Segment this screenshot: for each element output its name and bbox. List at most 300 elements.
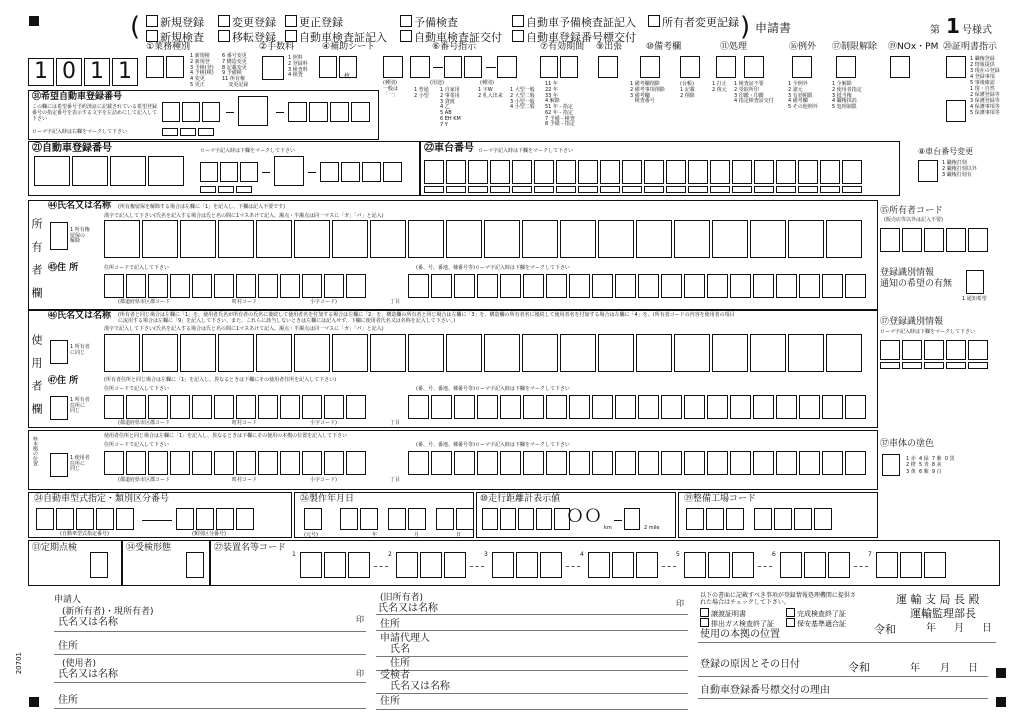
- addr-char-box[interactable]: [592, 274, 613, 298]
- addr-char-box[interactable]: [707, 274, 728, 298]
- sochi-code-box[interactable]: [444, 552, 466, 578]
- user-addr-check-box[interactable]: [50, 396, 68, 420]
- addr-char-box[interactable]: [845, 451, 866, 475]
- addr-char-box[interactable]: [730, 395, 751, 419]
- chassis-roman-box[interactable]: [644, 186, 664, 193]
- addr-code-box[interactable]: [126, 395, 146, 419]
- hojo-boxes[interactable]: [319, 56, 359, 78]
- sochi-code-box[interactable]: [300, 552, 322, 578]
- addr-char-box[interactable]: [753, 395, 774, 419]
- option-shinki-kensa[interactable]: 新規検査: [146, 30, 204, 43]
- chassis-roman-box[interactable]: [534, 186, 554, 193]
- chassis-char-box[interactable]: [842, 160, 862, 184]
- addr-char-box[interactable]: [569, 395, 590, 419]
- sochi-group-boxes[interactable]: [780, 552, 852, 578]
- addr-code-box[interactable]: [170, 395, 190, 419]
- chassis-char-box[interactable]: [578, 160, 598, 184]
- owner-code-label-4: 丁目: [390, 299, 401, 305]
- user-name-char-box[interactable]: [484, 334, 520, 372]
- biko-box-2[interactable]: [680, 56, 700, 78]
- addr-char-box[interactable]: [776, 451, 797, 475]
- check-item-4[interactable]: 保安基準適合証: [786, 618, 846, 628]
- addr-code-box[interactable]: [280, 395, 300, 419]
- chassis-roman-box[interactable]: [622, 186, 642, 193]
- kibo-number-boxes[interactable]: [288, 102, 372, 122]
- chassis-roman-box[interactable]: [732, 186, 752, 193]
- user-name-char-box[interactable]: [826, 334, 862, 372]
- addr-char-box[interactable]: [477, 274, 498, 298]
- teiki-box[interactable]: [90, 552, 108, 578]
- owner-name-char-box[interactable]: [522, 220, 558, 258]
- biko-box-1[interactable]: [640, 56, 660, 78]
- reg-info-roman-box[interactable]: [924, 362, 944, 369]
- chassis-roman-box[interactable]: [490, 186, 510, 193]
- addr-char-box[interactable]: [592, 395, 613, 419]
- user-name-char-box[interactable]: [370, 334, 406, 372]
- reg-info-boxes[interactable]: [880, 340, 990, 360]
- addr-char-box[interactable]: [684, 395, 705, 419]
- owner-name-char-box[interactable]: [446, 220, 482, 258]
- addr-char-box[interactable]: [546, 451, 567, 475]
- addr-char-box[interactable]: [615, 395, 636, 419]
- kyori-boxes[interactable]: [482, 508, 572, 530]
- addr-char-box[interactable]: [431, 395, 452, 419]
- user-name-char-box[interactable]: [560, 334, 596, 372]
- sochi-code-box[interactable]: [780, 552, 802, 578]
- reg-office-boxes[interactable]: [34, 156, 186, 186]
- owner-code-boxes[interactable]: [880, 228, 990, 252]
- chassis-char-box[interactable]: [556, 160, 576, 184]
- owner-name-char-box[interactable]: [560, 220, 596, 258]
- check-item-3[interactable]: 排出ガス検査終了証: [700, 618, 774, 628]
- owner-name-boxes[interactable]: [104, 220, 864, 258]
- addr-char-box[interactable]: [592, 451, 613, 475]
- mile-box[interactable]: [624, 508, 640, 530]
- addr-char-box[interactable]: [753, 274, 774, 298]
- addr-char-box[interactable]: [431, 274, 452, 298]
- reg-kana-box[interactable]: [274, 156, 304, 186]
- addr-char-box[interactable]: [799, 451, 820, 475]
- addr-code-box[interactable]: [302, 451, 322, 475]
- addr-code-box[interactable]: [280, 451, 300, 475]
- hojo-unit: 枚: [344, 73, 351, 80]
- addr-code-box[interactable]: [324, 395, 344, 419]
- chassis-roman-box[interactable]: [600, 186, 620, 193]
- ruibetsu-boxes[interactable]: [176, 508, 256, 530]
- sochi-code-box[interactable]: [684, 552, 706, 578]
- chassis-roman-box[interactable]: [688, 186, 708, 193]
- addr-char-box[interactable]: [523, 274, 544, 298]
- option-kensasho-kofu[interactable]: 自動車検査証交付: [400, 30, 502, 43]
- reg-info-box[interactable]: [946, 340, 966, 360]
- chassis-char-box[interactable]: [732, 160, 752, 184]
- chassis-number-boxes[interactable]: [424, 160, 864, 184]
- addr-code-box[interactable]: [148, 274, 168, 298]
- addr-char-box[interactable]: [546, 274, 567, 298]
- user-name-char-box[interactable]: [294, 334, 330, 372]
- checkbox-icon: [285, 30, 297, 42]
- seizo-month: 月: [414, 532, 420, 538]
- chassis-char-box[interactable]: [820, 160, 840, 184]
- reigai-box[interactable]: [792, 56, 812, 78]
- chassis-roman-box[interactable]: [776, 186, 796, 193]
- chassis-roman-box[interactable]: [578, 186, 598, 193]
- sochi-code-box[interactable]: [828, 552, 850, 578]
- sochi-code-box[interactable]: [732, 552, 754, 578]
- sochi-code-box[interactable]: [324, 552, 346, 578]
- addr-char-box[interactable]: [845, 274, 866, 298]
- chassis-roman-box[interactable]: [556, 186, 576, 193]
- seal-2: 印: [356, 669, 364, 678]
- addr-code-box[interactable]: [280, 274, 300, 298]
- reg-class-boxes[interactable]: [200, 162, 260, 182]
- chassis-char-box[interactable]: [644, 160, 664, 184]
- reg-info-box[interactable]: [968, 340, 988, 360]
- sochi-code-box[interactable]: [492, 552, 514, 578]
- owner-name-char-box[interactable]: [484, 220, 520, 258]
- addr-code-box[interactable]: [346, 451, 366, 475]
- kibo-kana-box[interactable]: [238, 96, 268, 126]
- user-addr-check-label: 1 所有者 住所に 同じ: [70, 397, 90, 414]
- sochi-code-box[interactable]: [612, 552, 634, 578]
- addr-char-box[interactable]: [569, 451, 590, 475]
- addr-code-box[interactable]: [148, 451, 168, 475]
- reg-info-roman-boxes[interactable]: [880, 362, 990, 369]
- date-year-1: 年: [926, 623, 936, 634]
- user-name-char-box[interactable]: [788, 334, 824, 372]
- option-kensasho-kinyu[interactable]: 自動車検査証記入: [285, 30, 387, 43]
- addr-char-box[interactable]: [431, 451, 452, 475]
- addr-char-box[interactable]: [799, 274, 820, 298]
- user-name-char-box[interactable]: [332, 334, 368, 372]
- sochi-group-boxes[interactable]: [492, 552, 564, 578]
- addr-char-box[interactable]: [638, 451, 659, 475]
- chassis-char-box[interactable]: [512, 160, 532, 184]
- addr-code-box[interactable]: [192, 395, 212, 419]
- addr-char-box[interactable]: [845, 395, 866, 419]
- reg-info-box[interactable]: [902, 340, 922, 360]
- chassis-char-box[interactable]: [622, 160, 642, 184]
- user-name-boxes[interactable]: [104, 334, 864, 372]
- owner-name-char-box[interactable]: [750, 220, 786, 258]
- sochi-code-box[interactable]: [636, 552, 658, 578]
- addr-char-box[interactable]: [500, 451, 521, 475]
- chassis-char-box[interactable]: [710, 160, 730, 184]
- owner-name-char-box[interactable]: [788, 220, 824, 258]
- addr-char-box[interactable]: [500, 274, 521, 298]
- addr-code-box[interactable]: [346, 274, 366, 298]
- option-yobi-kensa[interactable]: 予備検査: [400, 15, 458, 28]
- addr-char-box[interactable]: [454, 274, 475, 298]
- reg-info-roman-box[interactable]: [968, 362, 988, 369]
- bango-box-2[interactable]: [410, 56, 430, 78]
- chassis-roman-box[interactable]: [446, 186, 466, 193]
- sochi-code-box[interactable]: [804, 552, 826, 578]
- addr-char-box[interactable]: [546, 395, 567, 419]
- addr-code-box[interactable]: [324, 274, 344, 298]
- chassis-roman-box[interactable]: [468, 186, 488, 193]
- chassis-roman-box[interactable]: [666, 186, 686, 193]
- henko-box[interactable]: [918, 160, 938, 182]
- sochi-group-boxes[interactable]: [588, 552, 660, 578]
- addr-code-box[interactable]: [126, 451, 146, 475]
- addr-char-box[interactable]: [408, 451, 429, 475]
- reg-info-box[interactable]: [880, 340, 900, 360]
- addr-char-box[interactable]: [799, 395, 820, 419]
- user-name-char-box[interactable]: [104, 334, 140, 372]
- addr-char-box[interactable]: [822, 274, 843, 298]
- addr-code-box[interactable]: [346, 395, 366, 419]
- owner-name-char-box[interactable]: [712, 220, 748, 258]
- chassis-roman-box[interactable]: [842, 186, 862, 193]
- sochi-group-boxes[interactable]: [300, 552, 372, 578]
- sochi-code-box[interactable]: [876, 552, 898, 578]
- chassis-char-box[interactable]: [468, 160, 488, 184]
- shori-box-1[interactable]: [716, 56, 736, 78]
- kyori-mile: 2 mile: [644, 525, 660, 531]
- chassis-roman-box[interactable]: [820, 186, 840, 193]
- addr-char-box[interactable]: [822, 395, 843, 419]
- addr-char-box[interactable]: [776, 395, 797, 419]
- reg-info-box[interactable]: [924, 340, 944, 360]
- chassis-char-box[interactable]: [776, 160, 796, 184]
- addr-char-box[interactable]: [684, 451, 705, 475]
- chassis-roman-box[interactable]: [424, 186, 444, 193]
- user-check-box[interactable]: [50, 340, 68, 364]
- owner-addr-note: 住所コードで記入して下さい: [104, 265, 170, 271]
- chassis-char-box[interactable]: [534, 160, 554, 184]
- owner-addr-code-boxes[interactable]: [104, 274, 368, 298]
- option-kosei-toroku[interactable]: 更正登録: [285, 15, 343, 28]
- sochi-group-boxes[interactable]: [684, 552, 756, 578]
- gyomu-boxes[interactable]: [146, 56, 186, 78]
- addr-code-box[interactable]: [258, 274, 278, 298]
- addr-char-box[interactable]: [454, 451, 475, 475]
- user-name-char-box[interactable]: [750, 334, 786, 372]
- addr-char-box[interactable]: [408, 395, 429, 419]
- owner-name-char-box[interactable]: [180, 220, 216, 258]
- owner-name-char-box[interactable]: [408, 220, 444, 258]
- addr-char-box[interactable]: [707, 451, 728, 475]
- yuko-list: 11 年 22 年 33 年 4 解除 51 年 - 指定 62 年 - 指定 7 予備 - 検査 8 予備 - 指定: [545, 81, 575, 128]
- user-name-char-box[interactable]: [712, 334, 748, 372]
- shomei-box-2[interactable]: [946, 100, 966, 122]
- addr-code-box[interactable]: [214, 274, 234, 298]
- owner-name-char-box[interactable]: [294, 220, 330, 258]
- option-henko-toroku[interactable]: 変更登録: [218, 15, 276, 28]
- digit-box: 1: [84, 58, 110, 86]
- addr-code-box[interactable]: [236, 451, 256, 475]
- addr-code-box[interactable]: [148, 395, 168, 419]
- kibo-code-boxes[interactable]: [162, 102, 222, 122]
- check-item-1[interactable]: 譲渡証明書: [700, 608, 746, 618]
- addr-code-box[interactable]: [302, 395, 322, 419]
- option-iten-toroku[interactable]: 移転登録: [218, 30, 276, 43]
- addr-code-box[interactable]: [104, 451, 124, 475]
- sochi-code-box[interactable]: [708, 552, 730, 578]
- addr-char-box[interactable]: [707, 395, 728, 419]
- addr-code-box[interactable]: [104, 395, 124, 419]
- owner-name-char-box[interactable]: [370, 220, 406, 258]
- owner-name-char-box[interactable]: [598, 220, 634, 258]
- sochi-code-box[interactable]: [540, 552, 562, 578]
- reg-info-roman-box[interactable]: [902, 362, 922, 369]
- addr-char-box[interactable]: [661, 395, 682, 419]
- owner-name-char-box[interactable]: [826, 220, 862, 258]
- addr-code-box[interactable]: [104, 274, 124, 298]
- base-check-box[interactable]: [50, 453, 68, 477]
- user-name-char-box[interactable]: [674, 334, 710, 372]
- addr-char-box[interactable]: [523, 395, 544, 419]
- reg-roman-boxes[interactable]: [200, 186, 254, 193]
- owner-addr-boxes[interactable]: [408, 274, 868, 298]
- chassis-char-box[interactable]: [688, 160, 708, 184]
- chassis-char-box[interactable]: [424, 160, 444, 184]
- owner-name-char-box[interactable]: [256, 220, 292, 258]
- addr-code-box[interactable]: [214, 395, 234, 419]
- seigen-box[interactable]: [836, 56, 856, 78]
- option-bangohyo-kofu[interactable]: 自動車登録番号標交付: [512, 30, 636, 43]
- addr-char-box[interactable]: [730, 451, 751, 475]
- addr-code-box[interactable]: [170, 451, 190, 475]
- addr-char-box[interactable]: [661, 274, 682, 298]
- chassis-char-box[interactable]: [446, 160, 466, 184]
- option-shoyusha-henko[interactable]: 所有者変更記録: [648, 15, 739, 28]
- owner-name-char-box[interactable]: [218, 220, 254, 258]
- chassis-roman-box[interactable]: [710, 186, 730, 193]
- sochi-code-box[interactable]: [516, 552, 538, 578]
- katashiki-boxes[interactable]: [36, 508, 136, 530]
- shori-box-2[interactable]: [744, 56, 764, 78]
- chassis-char-box[interactable]: [600, 160, 620, 184]
- addr-char-box[interactable]: [477, 395, 498, 419]
- yuko-boxes[interactable]: [540, 56, 580, 78]
- addr-code-box[interactable]: [170, 274, 190, 298]
- kibo-roman-boxes[interactable]: [162, 128, 216, 136]
- sochi-code-box[interactable]: [924, 552, 946, 578]
- base-addr-boxes[interactable]: [408, 451, 868, 475]
- user-addr-boxes[interactable]: [408, 395, 868, 419]
- addr-code-box[interactable]: [192, 274, 212, 298]
- owner-check-box[interactable]: [50, 222, 68, 250]
- addr-code-box[interactable]: [214, 451, 234, 475]
- user-name-char-box[interactable]: [180, 334, 216, 372]
- reg-number-boxes[interactable]: [320, 162, 404, 182]
- chassis-roman-box[interactable]: [754, 186, 774, 193]
- addr-code-box[interactable]: [236, 274, 256, 298]
- addr-char-box[interactable]: [523, 451, 544, 475]
- addr-char-box[interactable]: [408, 274, 429, 298]
- tesuryo-box[interactable]: [262, 56, 284, 80]
- shucho-box[interactable]: [598, 56, 618, 78]
- addr-char-box[interactable]: [615, 274, 636, 298]
- sochi-code-box[interactable]: [588, 552, 610, 578]
- chassis-roman-box[interactable]: [798, 186, 818, 193]
- sochi-code-box[interactable]: [900, 552, 922, 578]
- addr-code-box[interactable]: [236, 395, 256, 419]
- addr-char-box[interactable]: [776, 274, 797, 298]
- sochi-group-boxes[interactable]: [876, 552, 948, 578]
- sochi-code-box[interactable]: [348, 552, 370, 578]
- chassis-char-box[interactable]: [666, 160, 686, 184]
- sochi-group-boxes[interactable]: [396, 552, 468, 578]
- owner-name-char-box[interactable]: [104, 220, 140, 258]
- chassis-roman-boxes[interactable]: [424, 186, 864, 193]
- user-name-char-box[interactable]: [446, 334, 482, 372]
- shomei-box-1[interactable]: [946, 56, 966, 78]
- addr-code-box[interactable]: [258, 395, 278, 419]
- bango-box-1[interactable]: [383, 56, 403, 78]
- addr-char-box[interactable]: [638, 395, 659, 419]
- user-addr-code-boxes[interactable]: [104, 395, 368, 419]
- seizo-boxes[interactable]: [304, 508, 476, 530]
- addr-char-box[interactable]: [684, 274, 705, 298]
- owner-name-char-box[interactable]: [636, 220, 672, 258]
- addr-char-box[interactable]: [615, 451, 636, 475]
- addr-char-box[interactable]: [477, 451, 498, 475]
- sochi-code-box[interactable]: [420, 552, 442, 578]
- owner-name-char-box[interactable]: [674, 220, 710, 258]
- digit-box: 1: [28, 58, 54, 86]
- user-name-char-box[interactable]: [522, 334, 558, 372]
- color-box[interactable]: [882, 454, 900, 476]
- option-yobi-kensasho[interactable]: 自動車予備検査証記入: [512, 15, 636, 28]
- sochi-code-box[interactable]: [396, 552, 418, 578]
- user-name-char-box[interactable]: [636, 334, 672, 372]
- addr-char-box[interactable]: [638, 274, 659, 298]
- reg-info-note: ローマ字記入時は下欄をマークして下さい: [880, 329, 976, 335]
- user-name-char-box[interactable]: [256, 334, 292, 372]
- addr-char-box[interactable]: [569, 274, 590, 298]
- user-name-char-box[interactable]: [408, 334, 444, 372]
- owner-name-char-box[interactable]: [142, 220, 178, 258]
- biko-list2: (台帳) 1 記載 2 削除: [680, 81, 695, 99]
- chassis-roman-box[interactable]: [512, 186, 532, 193]
- addr-char-box[interactable]: [822, 451, 843, 475]
- new-owner-label: (新所有者)・現所有者): [62, 607, 154, 617]
- addr-char-box[interactable]: [500, 395, 521, 419]
- bango-boxes-3[interactable]: [444, 56, 484, 78]
- option-shinki-toroku[interactable]: 新規登録: [146, 15, 204, 28]
- check-item-2[interactable]: 完成検査終了証: [786, 608, 846, 618]
- addr-code-box[interactable]: [302, 274, 322, 298]
- addr-char-box[interactable]: [661, 451, 682, 475]
- addr-code-box[interactable]: [192, 451, 212, 475]
- nox-box[interactable]: [890, 56, 910, 78]
- addr-code-box[interactable]: [126, 274, 146, 298]
- reg-info-roman-box[interactable]: [946, 362, 966, 369]
- addr-code-box[interactable]: [324, 451, 344, 475]
- base-addr-code-boxes[interactable]: [104, 451, 368, 475]
- seibi-boxes[interactable]: [686, 508, 834, 530]
- user-code-label-4: 丁目: [390, 420, 401, 426]
- jushin-box[interactable]: [186, 552, 204, 578]
- user-name-char-box[interactable]: [142, 334, 178, 372]
- addr-char-box[interactable]: [753, 451, 774, 475]
- user-name-char-box[interactable]: [218, 334, 254, 372]
- chassis-char-box[interactable]: [798, 160, 818, 184]
- chassis-char-box[interactable]: [490, 160, 510, 184]
- bango-box-4[interactable]: [497, 56, 517, 78]
- addr-code-box[interactable]: [258, 451, 278, 475]
- reg-info-roman-box[interactable]: [880, 362, 900, 369]
- owner-name-char-box[interactable]: [332, 220, 368, 258]
- addr-char-box[interactable]: [730, 274, 751, 298]
- notice-box[interactable]: [966, 270, 984, 294]
- addr-char-box[interactable]: [454, 395, 475, 419]
- chassis-char-box[interactable]: [754, 160, 774, 184]
- user-name-char-box[interactable]: [598, 334, 634, 372]
